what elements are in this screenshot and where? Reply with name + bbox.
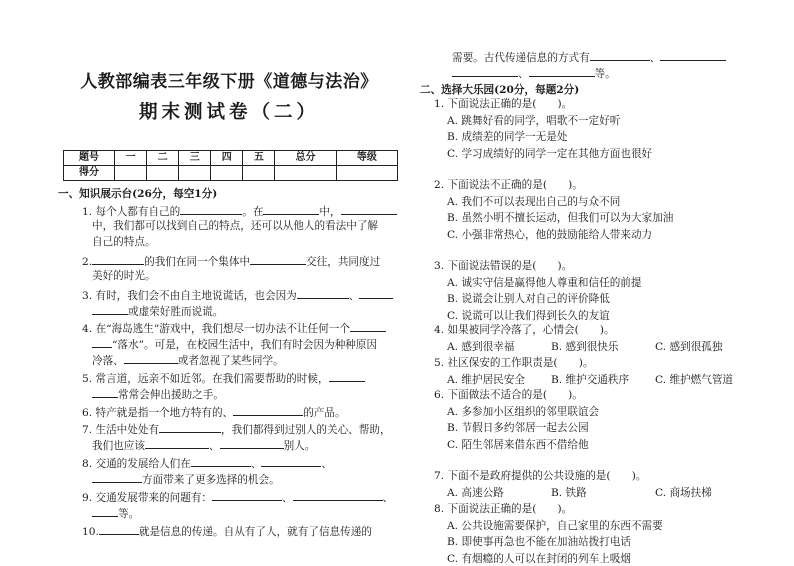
answer-blank[interactable] xyxy=(92,471,142,483)
exam-subtitle: 期末测试卷（二） xyxy=(138,102,319,123)
answer-blank[interactable] xyxy=(145,437,209,449)
choice-option[interactable]: B. 虽然小明不擅长运动，但我们可以为大家加油 xyxy=(447,212,674,225)
question-7-line2: 我们也应该 、 别人。 xyxy=(92,437,315,454)
choice-option[interactable]: B. 感到很快乐 xyxy=(551,341,619,354)
section1-heading: 一、知识展示台(26分，每空1分) xyxy=(58,188,218,200)
score-cell: 一 xyxy=(115,151,147,166)
choice-question-stem: 7. 下面不是政府提供的公共设施的是( )。 xyxy=(434,470,647,482)
question-9-line2: 等。 xyxy=(92,505,139,522)
choice-option[interactable]: C. 学习成绩好的同学一定在其他方面也很好 xyxy=(447,147,653,160)
question-2-line2: 美好的时光。 xyxy=(92,270,156,282)
choice-question-stem: 1. 下面说法正确的是( )。 xyxy=(434,98,573,110)
answer-blank[interactable] xyxy=(590,49,650,61)
question-4-line2: “落水”。可是，在校园生活中，我们有时会因为种种原因 xyxy=(92,336,377,353)
question-8: 8. 交通的发展给人们在 、 、 xyxy=(82,455,332,472)
answer-blank[interactable] xyxy=(297,287,349,299)
choice-option[interactable]: C. 小强非常热心，他的鼓励能给人带来动力 xyxy=(447,228,653,241)
choice-option[interactable]: C. 商场扶梯 xyxy=(655,487,712,500)
choice-option[interactable]: B. 铁路 xyxy=(551,487,587,500)
question-4-line3: 冷落、 或者忽视了某些同学。 xyxy=(92,352,284,369)
score-table xyxy=(63,150,398,181)
choice-question-stem: 4. 如果被同学冷落了，心情会( )。 xyxy=(434,324,615,336)
answer-blank[interactable] xyxy=(180,203,242,215)
choice-question-stem: 2. 下面说法不正确的是( )。 xyxy=(434,179,583,191)
choice-option[interactable]: A. 诚实守信是赢得他人尊重和信任的前提 xyxy=(447,277,642,290)
answer-blank[interactable] xyxy=(92,505,118,517)
answer-blank[interactable] xyxy=(159,421,221,433)
choice-option[interactable]: B. 成绩差的同学一无是处 xyxy=(447,131,568,144)
choice-option[interactable]: A. 跳舞好看的同学，唱歌不一定好听 xyxy=(447,115,621,128)
question-9: 9. 交通发展带来的问题有： 、 、 xyxy=(82,489,393,506)
question-6: 6. 特产就是指一个地方特有的、 的产品。 xyxy=(82,404,346,421)
score-cell: 题号 xyxy=(64,151,115,166)
score-cell: 五 xyxy=(243,151,275,166)
score-cell xyxy=(147,166,179,181)
choice-question-stem: 3. 下面说法错误的是( )。 xyxy=(434,260,573,272)
choice-option[interactable]: C. 感到很孤独 xyxy=(655,341,723,354)
question-8-line2: 方面带来了更多选择的机会。 xyxy=(92,471,280,488)
section2-heading: 二、选择大乐园(20分，每题2分) xyxy=(420,84,580,96)
choice-option[interactable]: C. 有烟瘾的人可以在封闭的列车上吸烟 xyxy=(447,552,631,565)
answer-blank[interactable] xyxy=(293,489,383,501)
choice-option[interactable]: A. 感到很幸福 xyxy=(447,341,515,354)
answer-blank[interactable] xyxy=(233,404,303,416)
question-10: 10. 就是信息的传递。自从有了人，就有了信息传递的 xyxy=(82,523,372,540)
answer-blank[interactable] xyxy=(350,320,386,332)
choice-option[interactable]: A. 多参加小区组织的邻里联谊会 xyxy=(447,406,600,419)
answer-blank[interactable] xyxy=(212,489,282,501)
choice-option[interactable]: A. 高速公路 xyxy=(447,487,504,500)
score-cell: 四 xyxy=(211,151,243,166)
answer-blank[interactable] xyxy=(220,437,284,449)
answer-blank[interactable] xyxy=(92,336,112,348)
question-1-line2: 中，我们都可以找到自己的特点，还可以从他人的看法中了解 xyxy=(92,220,379,232)
score-cell xyxy=(275,166,336,181)
exam-title: 人教部编表三年级下册《道德与法治》 xyxy=(80,72,378,92)
answer-blank[interactable] xyxy=(191,455,251,467)
answer-blank[interactable] xyxy=(359,287,393,299)
score-table-header-row xyxy=(64,151,398,166)
choice-option[interactable]: B. 节假日多约邻居一起去公园 xyxy=(447,422,589,435)
question-1-line3: 自己的特点。 xyxy=(92,236,156,248)
question-5-line2: 常常会伸出援助之手。 xyxy=(92,386,224,403)
score-cell: 总分 xyxy=(275,151,336,166)
question-7: 7. 生活中处处有 ，我们都得到过别人的关心、帮助， xyxy=(82,421,391,438)
score-cell xyxy=(243,166,275,181)
score-cell: 二 xyxy=(147,151,179,166)
answer-blank[interactable] xyxy=(452,65,518,77)
answer-blank[interactable] xyxy=(250,253,306,265)
choice-question-stem: 8. 下面说法正确的是( )。 xyxy=(434,503,573,515)
answer-blank[interactable] xyxy=(92,303,128,315)
score-cell xyxy=(115,166,147,181)
choice-question-stem: 6. 下面做法不适合的是( )。 xyxy=(434,389,583,401)
answer-blank[interactable] xyxy=(92,253,144,265)
answer-blank[interactable] xyxy=(261,455,321,467)
answer-blank[interactable] xyxy=(329,370,365,382)
score-cell xyxy=(336,166,397,181)
score-cell: 等级 xyxy=(336,151,397,166)
score-cell: 三 xyxy=(179,151,211,166)
answer-blank[interactable] xyxy=(124,352,178,364)
choice-option[interactable]: C. 说谎可以让我们得到长久的友谊 xyxy=(447,309,610,322)
score-cell xyxy=(179,166,211,181)
question-2: 2. 的我们在同一个集体中 交往，共同度过 xyxy=(82,253,380,270)
choice-option[interactable]: B. 即使事再急也不能在加油站拨打电话 xyxy=(447,536,632,549)
answer-blank[interactable] xyxy=(341,203,397,215)
score-cell: 得分 xyxy=(64,166,115,181)
question-3: 3. 有时，我们会不由自主地说谎话，也会因为 、 xyxy=(82,287,393,304)
question-4: 4. 在“海岛逃生”游戏中，我们想尽一切办法不让任何一个 xyxy=(82,320,386,337)
answer-blank[interactable] xyxy=(660,49,726,61)
question-10-line2: 需要。古代传递信息的方式有 、 xyxy=(452,49,726,66)
question-5: 5. 常言道，远亲不如近邻。在我们需要帮助的时候， xyxy=(82,370,365,387)
score-cell xyxy=(211,166,243,181)
answer-blank[interactable] xyxy=(92,386,118,398)
answer-blank[interactable] xyxy=(529,65,595,77)
choice-option[interactable]: B. 维护交通秩序 xyxy=(551,374,630,387)
choice-question-stem: 5. 社区保安的工作职责是( )。 xyxy=(434,357,594,369)
score-table-score-row xyxy=(64,166,398,181)
choice-option[interactable]: A. 我们不可以表现出自己的与众不同 xyxy=(447,196,621,209)
question-3-line2: 或虚荣好胜而说谎。 xyxy=(92,303,223,320)
answer-blank[interactable] xyxy=(263,203,319,215)
choice-option[interactable]: C. 维护燃气管道 xyxy=(655,374,734,387)
answer-blank[interactable] xyxy=(99,523,139,535)
choice-option[interactable]: C. 陌生邻居来借东西不借给他 xyxy=(447,438,589,451)
choice-option[interactable]: A. 公共设施需要保护，自己家里的东西不需要 xyxy=(447,520,663,533)
question-1: 1. 每个人都有自己的 。在 中， xyxy=(82,203,397,220)
question-10-line3: 、 等。 xyxy=(452,65,616,82)
choice-option[interactable]: B. 说谎会让别人对自己的评价降低 xyxy=(447,293,610,306)
choice-option[interactable]: A. 维护居民安全 xyxy=(447,374,525,387)
